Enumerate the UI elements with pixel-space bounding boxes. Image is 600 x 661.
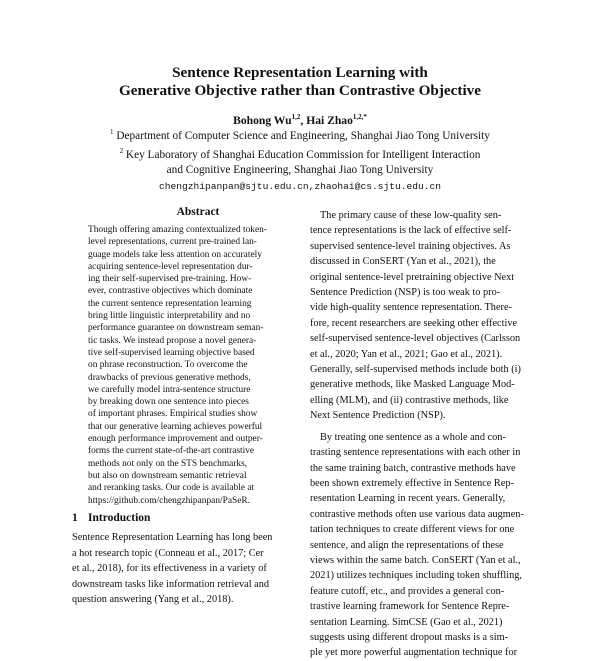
- text-line: 2021) utilizes techniques including token shuffling,: [310, 570, 523, 582]
- paper-title: [60, 64, 540, 100]
- text-line: by breaking down one sentence into pieces: [88, 397, 249, 408]
- text-line: methods not only on the STS benchmarks,: [88, 458, 248, 469]
- text-line: of important phrases. Empirical studies show: [88, 409, 258, 420]
- text-line: performance guarantee on downstream seman-: [88, 323, 264, 334]
- text-line: sentation Learning. SimCSE (Gao et al., 2021): [310, 616, 503, 628]
- text-line: bring little linguistic interpretability and no: [88, 311, 251, 322]
- text-line: supervised sentence-level training objectives. As: [310, 240, 511, 252]
- text-line: on phrase reconstruction. To overcome the: [88, 360, 248, 371]
- affiliations: [60, 125, 540, 194]
- author-emails: chengzhipanpan@sjtu.edu.cn,zhaohai@cs.sjtu.edu.cn: [158, 180, 442, 192]
- text-line: generative methods, like Masked Language Mod-: [310, 379, 515, 391]
- affiliation-1-mark: 1: [110, 128, 114, 136]
- text-line: the current sentence representation learning: [88, 298, 252, 309]
- text-line: views within the same batch. ConSERT (Yan et al.,: [310, 554, 521, 566]
- text-line: Sentence Prediction (NSP) is too weak to pro-: [310, 287, 501, 299]
- text-line: The primary cause of these low-quality sen-: [320, 210, 502, 221]
- text-line: ever, contrastive objectives which dominate: [88, 286, 253, 297]
- text-line: et al., 2020; Yan et al., 2021; Gao et al., 2021).: [310, 348, 503, 360]
- affiliation-2-text-line-2: and Cognitive Engineering, Shanghai Jiao Tong University: [166, 163, 434, 176]
- text-line: the same training batch, contrastive methods have: [310, 462, 516, 474]
- text-line: tence representations is the lack of effective self-: [310, 225, 512, 237]
- text-line: Next Sentence Prediction (NSP).: [310, 410, 446, 422]
- text-line: self-supervised sentence-level objectives (Carlsson: [310, 333, 521, 345]
- text-line: Generally, self-supervised methods include both (i): [310, 364, 521, 376]
- text-line: a hot research topic (Conneau et al., 2017; Cer: [72, 547, 264, 559]
- text-line: ing their self-supervised pre-training. How-: [88, 274, 252, 285]
- author-separator: ,: [300, 113, 307, 127]
- title-line-1: Sentence Representation Learning with: [172, 64, 428, 81]
- text-line: and reranking tasks. Our code is available at: [88, 483, 255, 494]
- paragraph-1: [310, 208, 535, 424]
- text-line: that our generative learning achieves powerful: [88, 421, 263, 432]
- text-line: https://github.com/chengzhipanpan/PaSeR.: [88, 495, 250, 506]
- text-line: discussed in ConSERT (Yan et al., 2021), the: [310, 256, 496, 268]
- introduction-body: [72, 530, 294, 608]
- abstract-heading: Abstract: [176, 206, 220, 218]
- text-line: original sentence-level pretraining objective Next: [310, 271, 515, 283]
- section-1-number: 1: [72, 512, 78, 524]
- text-line: By treating one sentence as a whole and con-: [320, 431, 506, 443]
- affiliation-1-text: Department of Computer Science and Engineering, Shanghai Jiao Tong University: [116, 129, 490, 142]
- text-line: feature cutoff, etc., and provides a general con-: [310, 585, 505, 597]
- text-line: tic tasks. We instead propose a novel genera-: [88, 335, 257, 346]
- text-line: trastive learning framework for Sentence Repre-: [310, 601, 510, 613]
- text-line: trasting sentence representations with each other in: [310, 447, 521, 459]
- text-line: resentation Learning in recent years. Generally,: [310, 493, 506, 505]
- text-line: level representations, current pre-trained lan-: [88, 237, 257, 248]
- text-line: ple yet more powerful augmentation technique for: [310, 647, 518, 659]
- text-line: tation techniques to create different views for one: [310, 524, 515, 536]
- text-line: acquiring sentence-level representation dur-: [88, 261, 253, 272]
- author-1-name: Bohong Wu: [233, 113, 292, 127]
- text-line: Sentence Representation Learning has long been: [72, 532, 273, 543]
- text-line: question answering (Yang et al., 2018).: [72, 594, 234, 605]
- affiliation-1: [60, 125, 540, 144]
- author-2-affil-marks: 1,2,*: [352, 113, 367, 121]
- text-line: guage models take less attention on accurately: [88, 249, 262, 260]
- text-line: contrastive methods often use various data augmen-: [310, 508, 524, 520]
- text-line: drawbacks of previous generative methods,: [88, 372, 251, 383]
- text-line: tive self-supervised learning objective based: [88, 347, 255, 358]
- affiliation-2: [60, 144, 540, 163]
- section-1-title: Introduction: [88, 512, 151, 524]
- title-line-2: Generative Objective rather than Contrastive Objective: [118, 82, 481, 99]
- right-column-body: [310, 208, 535, 661]
- text-line: fore, recent researchers are seeking other effective: [310, 317, 518, 329]
- text-line: downstream tasks like information retrieval and: [72, 578, 270, 590]
- text-line: et al., 2018), for its effectiveness in a variety of: [72, 563, 267, 574]
- section-1-heading: [72, 511, 150, 525]
- text-line: forms the current state-of-the-art contrastive: [88, 446, 255, 457]
- author-1-affil-marks: 1,2: [291, 113, 301, 121]
- text-line: sentence, and align the representations of these: [310, 539, 504, 551]
- affiliation-2-mark: 2: [119, 146, 124, 155]
- text-line: Though offering amazing contextualized token-: [88, 225, 267, 235]
- abstract-body: [88, 224, 278, 507]
- text-line: been shown extremely effective in Sentence Rep-: [310, 477, 514, 489]
- text-line: suggests using different dropout masks is a sim-: [310, 631, 509, 643]
- affiliation-2-text-line-1: Key Laboratory of Shanghai Education Commission for Intelligent Interaction: [125, 148, 481, 161]
- text-line: but also on downstream semantic retrieval: [88, 470, 247, 481]
- text-line: we carefully model intra-sentence structure: [88, 384, 251, 395]
- paragraph-2: [310, 430, 535, 661]
- text-line: enough performance improvement and outper-: [88, 434, 263, 445]
- text-line: vide high-quality sentence representation. There-: [310, 302, 512, 314]
- author-2-name: Hai Zhao: [306, 113, 353, 127]
- text-line: elling (MLM), and (ii) contrastive methods, like: [310, 394, 509, 406]
